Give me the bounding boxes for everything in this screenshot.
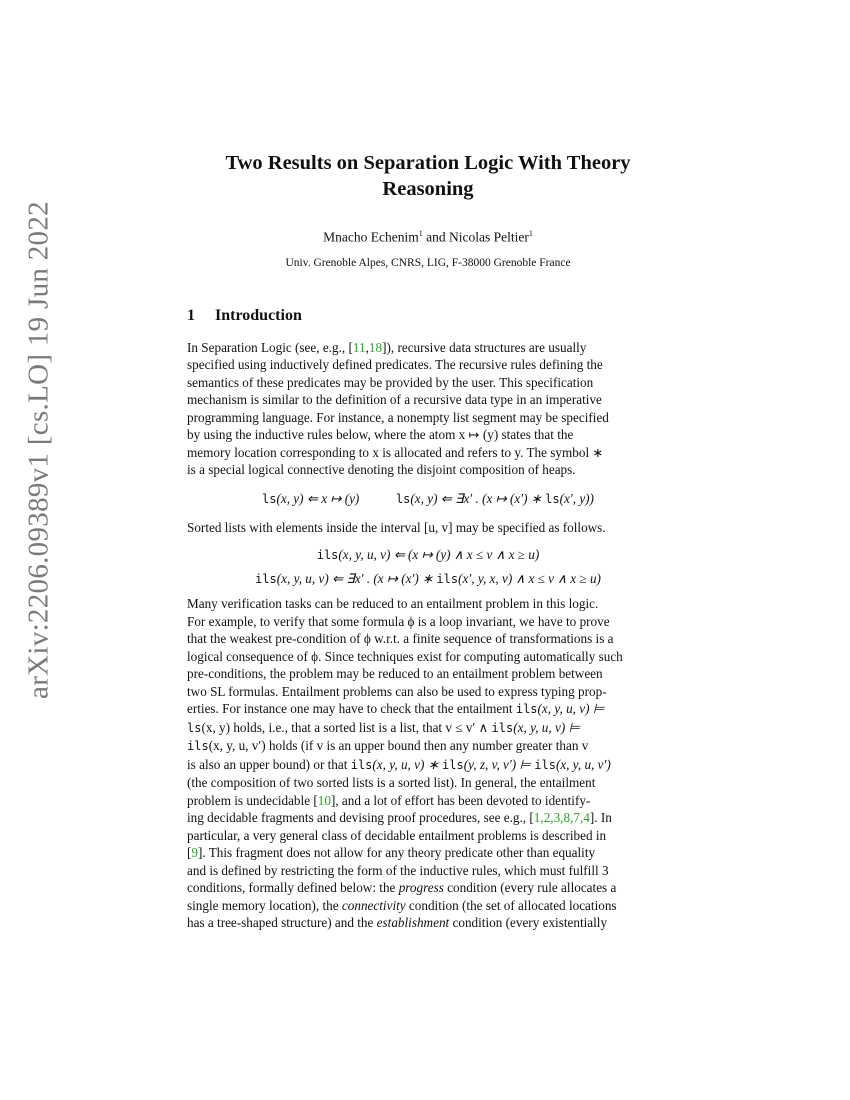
formula-ils-rec — [187, 571, 669, 587]
text-run: ls — [187, 720, 202, 735]
text-run: conditions, formally defined below: the — [187, 880, 399, 895]
text-run: [ — [187, 845, 192, 860]
text-run — [187, 792, 669, 810]
text-run — [187, 756, 669, 775]
text-run: (x, y) ⇐ x ↦ (y) — [276, 490, 360, 506]
text-run: progress — [398, 880, 444, 895]
title-line-2: Reasoning — [382, 178, 474, 200]
text-run: ]. This fragment does not allow for any theory predicate other than equality — [198, 845, 596, 860]
text-run: ls — [545, 491, 560, 506]
title-line-1: Two Results on Separation Logic With Theory — [225, 152, 631, 174]
text-run: condition (every existentially — [449, 915, 608, 930]
text-run: is also an upper bound) or that — [187, 756, 351, 772]
text-run: two SL formulas. Entailment problems can also be used to express typing prop- — [187, 683, 607, 699]
text-run: logical consequence of ϕ. Since techniques exist for computing automatically such — [187, 648, 623, 664]
text-run: single memory location), the — [187, 897, 342, 913]
text-run: has a tree-shaped structure) and the — [187, 915, 377, 930]
author-list — [187, 229, 669, 246]
text-run: ing decidable fragments and devising proof procedures, see e.g., [ — [187, 810, 534, 825]
text-run: (x′, y)) — [559, 490, 594, 506]
text-run: ils — [316, 548, 339, 562]
section-title: Introduction — [215, 306, 302, 324]
text-run: erties. For instance one may have to check that the entailment — [187, 701, 516, 716]
author-peltier: Nicolas Peltier — [449, 229, 529, 245]
text-run: ils — [491, 720, 514, 735]
text-run: that the weakest pre-condition of ϕ w.r.t. a finite sequence of transformations is a — [187, 631, 614, 646]
text-run — [187, 844, 669, 862]
citation-link[interactable]: 18 — [368, 339, 383, 355]
text-run: memory location corresponding to x is allocated and refers to y. The symbol ∗ — [187, 444, 604, 460]
citation-link[interactable]: 11 — [352, 339, 366, 355]
text-run: specified using inductively defined predicates. The recursive rules defining the — [187, 357, 603, 372]
text-run: programming language. For instance, a nonempty list segment may be specified — [187, 409, 609, 425]
text-run: by using the inductive rules below, where the atom x ↦ (y) states that the — [187, 427, 574, 442]
text-run: Sorted lists with elements inside the interval [u, v] may be specified as follows. — [187, 519, 606, 535]
affiliation: Univ. Grenoble Alpes, CNRS, LIG, F-38000 Grenoble France — [285, 256, 571, 269]
text-run: In Separation Logic (see, e.g., [ — [187, 339, 353, 355]
arxiv-identifier: arXiv:2206.09389v1 [cs.LO] 19 Jun 2022 — [22, 201, 55, 699]
text-run: ils — [255, 572, 277, 586]
text-run — [187, 914, 669, 932]
section-heading-introduction — [187, 307, 669, 325]
text-run: semantics of these predicates may be provided by the user. This specification — [187, 374, 594, 390]
text-run: , — [365, 339, 369, 355]
text-run: (x, y, u, v) ⇐ ∃x′ . (x ↦ (x′) ∗ — [276, 571, 437, 586]
text-run: (x, y, u, v) ⇐ (x ↦ (y) ∧ x ≤ v ∧ x ≥ u) — [338, 547, 540, 562]
formula-ls-rules — [187, 491, 669, 507]
text-run — [187, 879, 669, 897]
paragraph-entailment — [187, 595, 669, 932]
text-run: For example, to verify that some formula ϕ is a loop invariant, we have to prove — [187, 613, 610, 629]
text-run: (the composition of two sorted lists is a sorted list). In general, the entailment — [187, 775, 596, 790]
text-run: (x, y) ⇐ ∃x′ . (x ↦ (x′) ∗ — [410, 490, 546, 506]
text-run: ]. In — [589, 810, 612, 825]
text-run: particular, a very general class of decidable entailment problems is described in — [187, 827, 607, 843]
text-run: condition (the set of allocated locations — [405, 897, 617, 913]
author-separator: and — [422, 229, 449, 245]
text-run: establishment — [376, 915, 450, 930]
text-run — [187, 897, 669, 915]
text-run: (x, y, u, v′) holds (if v is an upper bound then any number greater than v — [208, 738, 589, 753]
author-affil-mark: 1 — [418, 229, 423, 238]
paper-title — [187, 150, 669, 202]
arxiv-sidebar — [14, 170, 64, 730]
text-run: ils — [350, 757, 373, 772]
text-run: is a special logical connective denoting the disjoint composition of heaps. — [187, 462, 576, 477]
text-run — [187, 809, 669, 827]
formula-ils-base — [187, 547, 669, 563]
text-run: (x, y, u, v) ⊨ — [513, 719, 581, 735]
text-run: mechanism is similar to the definition of a recursive data type in an imperative — [187, 392, 602, 407]
author-echenim: Mnacho Echenim — [323, 229, 419, 245]
text-run — [187, 700, 669, 719]
paper-page — [187, 150, 669, 932]
text-run: condition (every rule allocates a — [443, 880, 617, 895]
text-run — [187, 339, 669, 357]
text-run: (x, y, u, v) ⊨ — [537, 701, 605, 716]
text-run: ils — [515, 702, 538, 716]
paragraph-intro — [187, 339, 669, 479]
section-number: 1 — [187, 306, 195, 324]
text-run: (x′, y, x, v) ∧ x ≤ v ∧ x ≥ u) — [458, 571, 601, 586]
text-run: and is defined by restricting the form of the inductive rules, which must fulfill 3 — [187, 862, 609, 878]
text-run: ], and a lot of effort has been devoted to identify- — [330, 792, 591, 808]
text-run: problem is undecidable [ — [187, 792, 318, 808]
text-run: (x, y) holds, i.e., that a sorted list is a list, that v ≤ v′ ∧ — [201, 719, 492, 735]
text-run: ils — [187, 739, 209, 753]
text-run: connectivity — [341, 897, 406, 913]
text-run: ils — [442, 757, 464, 772]
text-run: ils — [436, 572, 459, 586]
text-run: ls — [395, 491, 411, 506]
text-run: (x, y, u, v) ∗ — [372, 756, 443, 772]
citation-link[interactable]: 9 — [191, 845, 198, 860]
text-run: pre-conditions, the problem may be reduced to an entailment problem between — [187, 666, 603, 681]
text-run — [187, 737, 669, 756]
paragraph-sorted-lists — [187, 519, 669, 537]
text-run: ]), recursive data structures are usually — [382, 339, 587, 355]
text-run: (y, z, v, v′) ⊨ — [463, 756, 535, 772]
author-affil-mark: 1 — [528, 229, 533, 238]
text-run: ls — [262, 491, 277, 506]
citation-link[interactable]: 10 — [317, 792, 331, 808]
text-run: Many verification tasks can be reduced to an entailment problem in this logic. — [187, 596, 599, 611]
citation-link[interactable]: 1,2,3,8,7,4 — [533, 810, 590, 825]
text-run: ils — [534, 757, 556, 772]
text-run: (x, y, u, v′) — [555, 756, 611, 772]
text-run — [187, 719, 669, 738]
